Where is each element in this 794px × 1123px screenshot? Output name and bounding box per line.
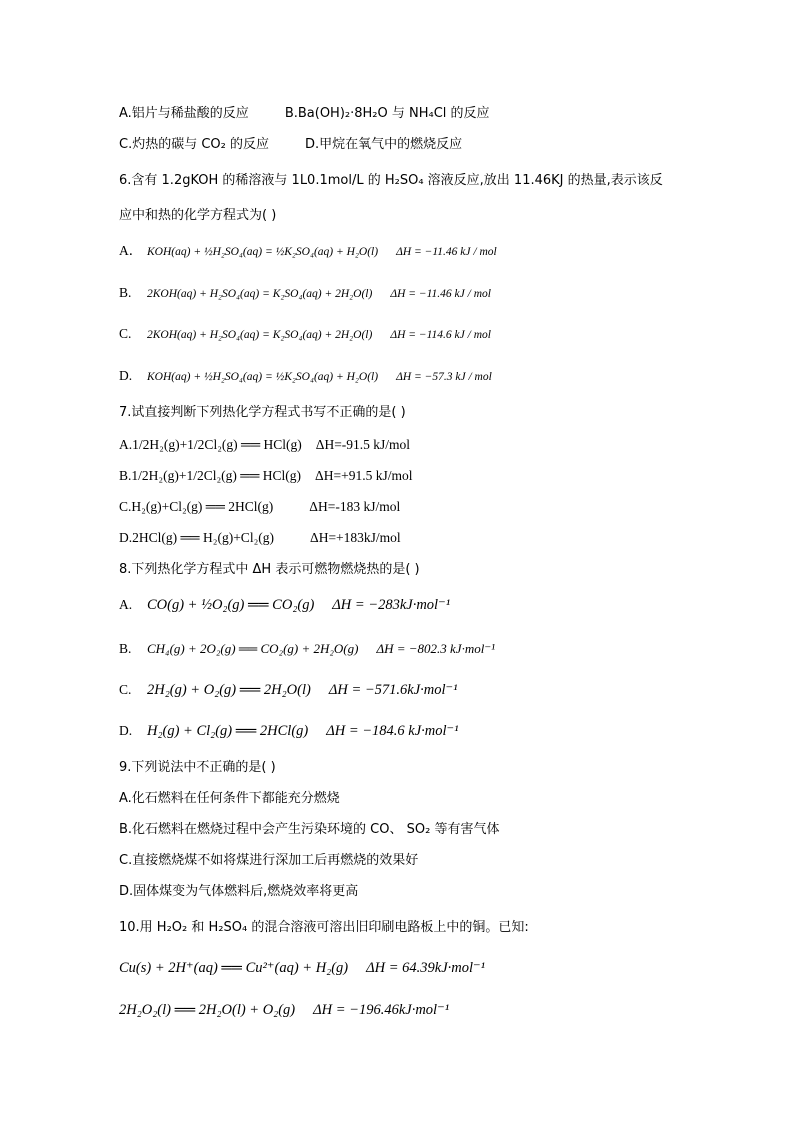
q5-option-c: C.灼热的碳与 CO₂ 的反应 xyxy=(119,137,269,152)
enthalpy-change: ΔH = 64.39kJ·mol⁻¹ xyxy=(366,960,486,976)
q7-option-b xyxy=(119,467,412,485)
enthalpy-change: ΔH=+91.5 kJ/mol xyxy=(315,468,413,483)
q6-option-c xyxy=(119,325,491,344)
option-label: A． xyxy=(119,243,143,258)
enthalpy-change: ΔH=-183 kJ/mol xyxy=(309,499,401,514)
q8-option-a xyxy=(119,596,450,614)
q5-option-d: D.甲烷在氧气中的燃烧反应 xyxy=(305,137,463,152)
enthalpy-change: ΔH = −184.6 kJ·mol⁻¹ xyxy=(326,723,459,739)
enthalpy-change: ΔH=-91.5 kJ/mol xyxy=(315,437,411,452)
equation: KOH(aq) + ½H₂SO₄(aq) = ½K₂SO₄(aq) + H₂O(l) xyxy=(147,371,379,383)
q6-option-b xyxy=(119,284,491,303)
option-label: D. xyxy=(119,723,133,738)
equation: A.1/2H₂(g)+1/2Cl₂(g) ══ HCl(g) xyxy=(119,437,302,452)
equation: CH₄(g) + 2O₂(g) ══ CO₂(g) + 2H₂O(g) xyxy=(147,641,359,656)
q9-option-c: C.直接燃烧煤不如将煤进行深加工后再燃烧的效果好 xyxy=(119,853,419,868)
equation: 2KOH(aq) + H₂SO₄(aq) = K₂SO₄(aq) + 2H₂O(l) xyxy=(147,329,373,341)
enthalpy-change: ΔH = −196.46kJ·mol⁻¹ xyxy=(313,1002,450,1018)
equation: 2H₂O₂(l) ══ 2H₂O(l) + O₂(g) xyxy=(119,1002,296,1018)
q10-equation-1 xyxy=(119,959,485,977)
equation: KOH(aq) + ½H₂SO₄(aq) = ½K₂SO₄(aq) + H₂O(l) xyxy=(147,246,379,258)
q8-stem: 8.下列热化学方程式中 ΔH 表示可燃物燃烧热的是( ) xyxy=(119,562,420,577)
equation: B.1/2H₂(g)+1/2Cl₂(g) ══ HCl(g) xyxy=(119,468,302,483)
q5-options-row-2 xyxy=(119,135,462,154)
enthalpy-change: ΔH = −283kJ·mol⁻¹ xyxy=(332,597,451,613)
option-label: C. xyxy=(119,326,132,341)
q9-stem: 9.下列说法中不正确的是( ) xyxy=(119,760,276,775)
option-label: B. xyxy=(119,285,132,300)
q8-option-d xyxy=(119,722,459,740)
q10-equation-2 xyxy=(119,1001,449,1019)
q8-option-b xyxy=(119,640,495,658)
enthalpy-change: ΔH = −571.6kJ·mol⁻¹ xyxy=(328,682,458,698)
q5-option-b: B.Ba(OH)₂·8H₂O 与 NH₄Cl 的反应 xyxy=(284,106,490,121)
option-label: D. xyxy=(119,368,133,383)
equation: 2KOH(aq) + H₂SO₄(aq) = K₂SO₄(aq) + 2H₂O(l) xyxy=(147,288,373,300)
equation: CO(g) + ½O₂(g) ══ CO₂(g) xyxy=(147,597,315,613)
option-label: B. xyxy=(119,641,132,656)
equation: H₂(g) + Cl₂(g) ══ 2HCl(g) xyxy=(147,723,309,739)
enthalpy-change: ΔH = −802.3 kJ·mol⁻¹ xyxy=(376,641,496,656)
enthalpy-change: ΔH = −11.46 kJ / mol xyxy=(396,246,497,258)
q9-option-b: B.化石燃料在燃烧过程中会产生污染环境的 CO、 SO₂ 等有害气体 xyxy=(119,822,500,837)
equation: C.H₂(g)+Cl₂(g) ══ 2HCl(g) xyxy=(119,499,274,514)
q7-stem: 7.试直接判断下列热化学方程式书写不正确的是( ) xyxy=(119,405,406,420)
q6-option-a xyxy=(119,242,497,261)
q10-stem: 10.用 H₂O₂ 和 H₂SO₄ 的混合溶液可溶出旧印刷电路板上中的铜。已知: xyxy=(119,920,529,935)
enthalpy-change: ΔH=+183kJ/mol xyxy=(310,530,401,545)
enthalpy-change: ΔH = −11.46 kJ / mol xyxy=(390,288,491,300)
equation: 2H₂(g) + O₂(g) ══ 2H₂O(l) xyxy=(147,682,311,698)
q5-options-row-1 xyxy=(119,104,490,123)
q6-stem-line-1: 6.含有 1.2gKOH 的稀溶液与 1L0.1mol/L 的 H₂SO₄ 溶液反应,放出 11.46KJ 的热量,表示该反 xyxy=(119,173,663,188)
q7-option-d xyxy=(119,529,401,547)
q9-option-d: D.固体煤变为气体燃料后,燃烧效率将更高 xyxy=(119,884,359,899)
enthalpy-change: ΔH = −57.3 kJ / mol xyxy=(396,371,492,383)
q7-option-a xyxy=(119,436,410,454)
equation: D.2HCl(g) ══ H₂(g)+Cl₂(g) xyxy=(119,530,275,545)
q5-option-a: A.铝片与稀盐酸的反应 xyxy=(119,106,249,121)
enthalpy-change: ΔH = −114.6 kJ / mol xyxy=(390,329,491,341)
q8-option-c xyxy=(119,681,458,699)
q9-option-a: A.化石燃料在任何条件下都能充分燃烧 xyxy=(119,791,340,806)
q7-option-c xyxy=(119,498,400,516)
option-label: C. xyxy=(119,682,132,697)
q6-stem-line-2: 应中和热的化学方程式为( ) xyxy=(119,208,277,223)
option-label: A. xyxy=(119,597,133,612)
q6-option-d xyxy=(119,367,492,386)
equation: Cu(s) + 2H⁺(aq) ══ Cu²⁺(aq) + H₂(g) xyxy=(119,960,349,976)
